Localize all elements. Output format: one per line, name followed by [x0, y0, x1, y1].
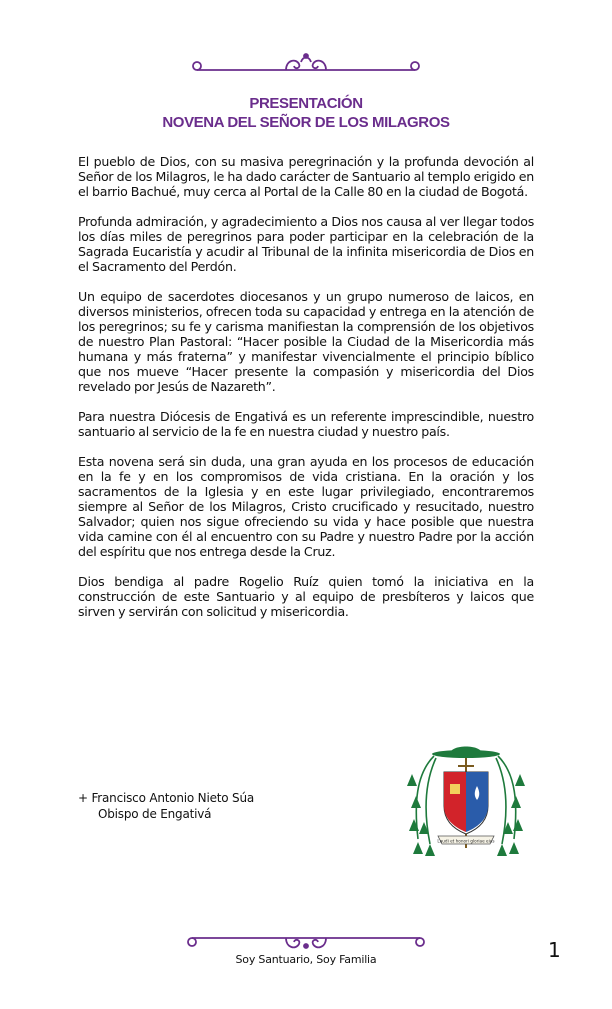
- flourish-ornament-icon: [186, 928, 426, 952]
- signature-title: Obispo de Engativá: [98, 807, 212, 821]
- page-number: 1: [548, 938, 561, 962]
- signature-name: + Francisco Antonio Nieto Súa: [78, 791, 255, 805]
- top-ornament: [0, 48, 612, 78]
- episcopal-coat-of-arms-icon: [406, 744, 526, 859]
- paragraph-5: Esta novena será sin duda, una gran ayuda en los procesos de educación en la fe y en los compromisos de vida cristiana. En la oración y los sacramentos de la Iglesia y en este lugar privilegiado, encontraremos siempre al Señor de los Milagros, Cristo crucificado y resucitado, nuestro Salvador; quien nos sigue ofreciendo su vida y hace posible que nuestra vida camine con él al encuentro con su Padre y nuestro Padre por la acción del espíritu que nos entrega desde la Cruz.: [78, 454, 534, 559]
- coat-of-arms-motto: Laudi et honori gloriae eius: [437, 838, 495, 844]
- heading-novena-title: NOVENA DEL SEÑOR DE LOS MILAGROS: [162, 114, 450, 131]
- paragraph-2: Profunda admiración, y agradecimiento a Dios nos causa al ver llegar todos los días miles de peregrinos para poder participar en la celebración de la Sagrada Eucaristía y acudir al Tribunal de la infinita misericordia de Dios en el Sacramento del Perdón.: [78, 214, 534, 274]
- footer-tagline: Soy Santuario, Soy Familia: [235, 953, 377, 966]
- paragraph-3: Un equipo de sacerdotes diocesanos y un grupo numeroso de laicos, en diversos ministerios, ofrecen toda su capacidad y entrega en la atención de los peregrinos; su fe y carisma manifiestan la comprensión de los objetivos de nuestro Plan Pastoral: “Hacer posible la Ciudad de la Misericordia más humana y más fraterna” y manifestar vivencialmente el principio bíblico que nos mueve “Hacer presente la compasión y misericordia del Dios revelado por Jesús de Nazareth”.: [78, 289, 534, 394]
- paragraph-6: Dios bendiga al padre Rogelio Ruíz quien tomó la iniciativa en la construcción de este Santuario y al equipo de presbíteros y laicos que sirven y servirán con solicitud y misericordia.: [78, 574, 534, 619]
- signature-block: [78, 790, 254, 822]
- paragraph-4: Para nuestra Diócesis de Engativá es un referente imprescindible, nuestro santuario al servicio de la fe en nuestra ciudad y nuestro país.: [78, 409, 534, 439]
- flourish-ornament-icon: [191, 48, 421, 78]
- body-text: [78, 154, 534, 634]
- heading-presentacion: PRESENTACIÓN: [249, 95, 363, 112]
- bottom-ornament: [0, 928, 612, 952]
- coat-of-arms: [406, 744, 526, 863]
- paragraph-1: El pueblo de Dios, con su masiva peregrinación y la profunda devoción al Señor de los Milagros, le ha dado carácter de Santuario al templo erigido en el barrio Bachué, muy cerca al Portal de la Calle 80 en la ciudad de Bogotá.: [78, 154, 534, 199]
- page-heading: [0, 94, 612, 132]
